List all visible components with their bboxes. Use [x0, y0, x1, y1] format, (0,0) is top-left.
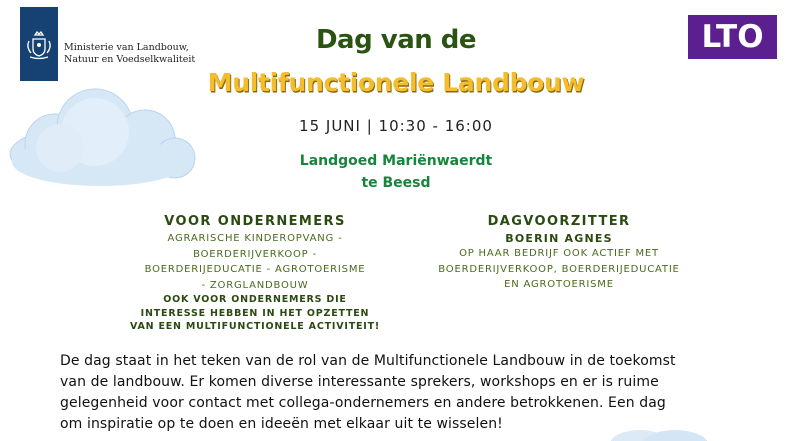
chair-section	[400, 214, 718, 293]
venue-town: te Beesd	[361, 175, 431, 191]
chair-line: BOERDERIJVERKOOP, BOERDERIJEDUCATIE	[438, 263, 680, 275]
audience-note: INTERESSE HEBBEN IN HET OPZETTEN	[140, 307, 370, 319]
chair-line: OP HAAR BEDRIJF OOK ACTIEF MET	[459, 248, 659, 259]
description-line: gelegenheid voor contact met collega-ondernemers en andere betrokkenen. Een dag	[60, 395, 666, 411]
event-datetime: 15 JUNI | 10:30 - 16:00	[299, 117, 493, 135]
event-venue	[0, 150, 792, 194]
audience-note: OOK VOOR ONDERNEMERS DIE	[163, 294, 347, 305]
audience-section	[90, 214, 420, 334]
audience-line: BOERDERIJEDUCATIE - AGROTOERISME	[144, 264, 366, 275]
audience-note: VAN EEN MULTIFUNCTIONELE ACTIVITEIT!	[129, 321, 381, 332]
lto-logo-text: LTO	[701, 19, 764, 55]
event-title-line1: Dag van de	[315, 25, 477, 55]
chair-name: BOERIN AGNES	[505, 232, 613, 245]
ministry-name-line1: Ministerie van Landbouw,	[64, 42, 189, 53]
description-line: van de landbouw. Er komen diverse interessante sprekers, workshops en er is ruime	[60, 374, 659, 390]
audience-line: BOERDERIJVERKOOP -	[193, 248, 317, 260]
event-title-line2: Multifunctionele Landbouw	[207, 68, 585, 97]
chair-heading: DAGVOORZITTER	[487, 214, 631, 229]
audience-heading: VOOR ONDERNEMERS	[164, 214, 346, 229]
audience-line: AGRARISCHE KINDEROPVANG -	[167, 233, 343, 244]
ministry-name-line2: Natuur en Voedselkwaliteit	[64, 54, 196, 65]
description-line: om inspiratie op te doen en ideeën met elkaar uit te wisselen!	[60, 416, 503, 432]
event-description	[60, 351, 760, 435]
venue-name: Landgoed Mariënwaerdt	[299, 153, 493, 169]
audience-line: - ZORGLANDBOUW	[201, 279, 309, 291]
chair-line: EN AGROTOERISME	[504, 279, 614, 290]
description-line: De dag staat in het teken van de rol van de Multifunctionele Landbouw in de toekomst	[60, 353, 676, 369]
